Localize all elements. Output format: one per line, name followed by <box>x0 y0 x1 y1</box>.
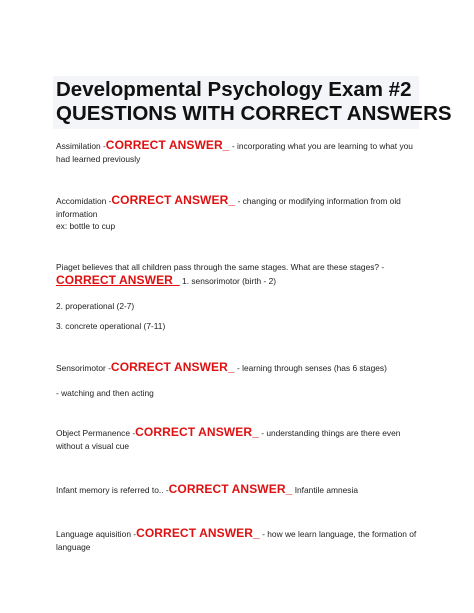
qa-piaget-stages <box>56 261 426 288</box>
qa-language-aquisition <box>56 527 426 554</box>
list-item: 2. properational (2-7) <box>56 301 135 311</box>
correct-answer-label: CORRECT ANSWER_ <box>56 273 180 287</box>
question-text: Accomidation - <box>56 196 112 206</box>
answer-text: 1. sensorimotor (birth - 2) <box>179 276 277 286</box>
question-text: Infant memory is referred to.. - <box>56 485 169 495</box>
list-item: 3. concrete operational (7-11) <box>56 321 166 331</box>
title-line-1: Developmental Psychology Exam #2 <box>56 78 412 101</box>
answer-text: - learning through senses (has 6 stages) <box>234 363 387 373</box>
note-line: - watching and then acting <box>56 388 154 398</box>
qa-assimilation <box>56 139 426 166</box>
correct-answer-label: CORRECT ANSWER_ <box>105 138 230 152</box>
qa-accomidation <box>56 194 426 221</box>
question-text: Piaget believes that all children pass through the same stages. What are these stages? - <box>56 262 385 272</box>
answer-text: - how we learn language, the formation of language <box>56 529 417 552</box>
answer-text: Infantile amnesia <box>292 485 359 495</box>
question-text: Object Permanence - <box>56 428 136 438</box>
answer-text: - changing or modifying information from old information <box>56 196 401 219</box>
correct-answer-label: CORRECT ANSWER_ <box>168 482 293 496</box>
question-text: Sensorimotor - <box>56 363 111 373</box>
answer-text: - understanding things are there even without a visual cue <box>56 428 401 451</box>
document-title <box>53 76 452 129</box>
title-line-2: QUESTIONS WITH CORRECT ANSWERS <box>56 102 452 125</box>
correct-answer-label: CORRECT ANSWER_ <box>111 193 236 207</box>
question-text: Assimilation - <box>56 141 106 151</box>
correct-answer-label: CORRECT ANSWER_ <box>136 526 260 540</box>
correct-answer-label: CORRECT ANSWER_ <box>135 425 259 439</box>
qa-object-permanence <box>56 426 426 453</box>
note-line: ex: bottle to cup <box>56 221 116 231</box>
qa-infant-memory <box>56 483 426 497</box>
correct-answer-label: CORRECT ANSWER_ <box>110 360 235 374</box>
answer-text: - incorporating what you are learning to what you had learned previously <box>56 141 413 164</box>
qa-sensorimotor <box>56 361 426 375</box>
question-text: Language aquisition - <box>56 529 137 539</box>
